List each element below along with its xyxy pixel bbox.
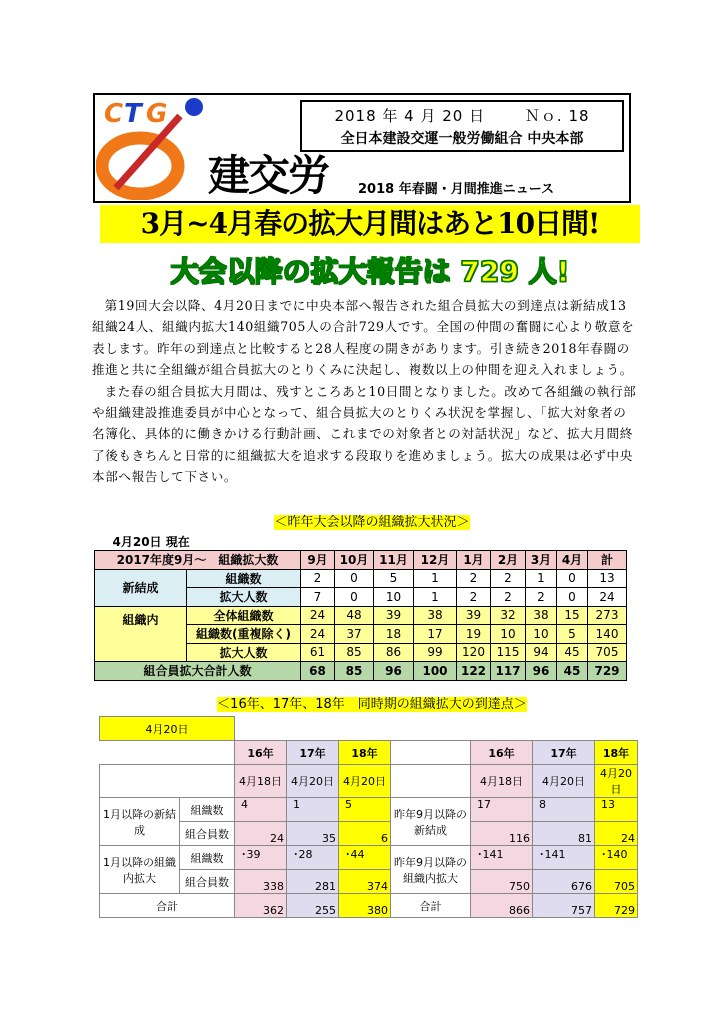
comparison-date: 4月20日	[100, 717, 235, 741]
table-cell: 37	[335, 625, 374, 644]
date-header: 4月18日	[235, 765, 287, 798]
total-cell: 729	[595, 894, 638, 918]
table-cell: 10	[526, 625, 557, 644]
paragraph-1: 第19回大会以降、4月20日までに中央本部へ報告された組合員拡大の到達点は新結成13組織24人、組織内拡大140組織705人の合計729人です。全国の仲間の奮闘に心より敬意を表します。昨年の到達点と比較すると28人程度の開きがあります。引き続き2018年春闘の推進と共に全組織が組合員拡大のとりくみに決起し、複数以上の仲間を迎え入れましょう。	[92, 298, 635, 378]
table-cell: ･141	[471, 846, 533, 870]
year-header: 18年	[339, 741, 391, 765]
table-cell: 61	[301, 643, 335, 662]
table-cell: 35	[287, 822, 339, 846]
table-cell: ･140	[595, 846, 638, 870]
table-cell: 18	[374, 625, 414, 644]
issue-number: Ｎｏ. 18	[524, 107, 590, 125]
table-cell: 2	[491, 569, 526, 588]
table-cell: 13	[588, 569, 627, 588]
table-cell: ･39	[235, 846, 287, 870]
organization-name: 全日本建設交運一般労働組合 中央本部	[340, 131, 584, 147]
row-label: 組織数	[187, 569, 301, 588]
table-cell: 1	[414, 588, 457, 607]
left-total-label: 合計	[100, 894, 235, 918]
year-header: 18年	[595, 741, 638, 765]
table-cell: 115	[491, 643, 526, 662]
table-cell: 7	[301, 588, 335, 607]
table1-caption: ＜昨年大会以降の組織拡大状況＞	[274, 515, 470, 530]
left-group-internal: 1月以降の組織内拡大	[100, 846, 180, 894]
table-cell: 705	[588, 643, 627, 662]
expansion-status-table	[94, 532, 627, 681]
year-header: 16年	[235, 741, 287, 765]
date-header: 4月20日	[287, 765, 339, 798]
article-body	[92, 295, 637, 488]
month-header: 4月	[557, 551, 588, 570]
year-header: 17年	[533, 741, 595, 765]
row-label: 組織数	[180, 798, 235, 822]
table-cell: 39	[374, 606, 414, 625]
year-header: 17年	[287, 741, 339, 765]
paragraph-2: また春の組合員拡大月間は、残すところあと10日間となりました。改めて各組織の執行部や組織建設推進委員が中心となって、組合員拡大のとりくみ状況を掌握し、「拡大対象者の名簿化、具体的に働きかける行動計画、これまでの対象者との対話状況」など、拡大月間終了後もきちんと日常的に組織拡大を追求する段取りを進めましょう。拡大の成果は必ず中央本部へ報告して下さい。	[92, 383, 637, 485]
svg-text:T: T	[124, 99, 142, 129]
group-new-formation: 新結成	[95, 569, 187, 606]
table-cell: 8	[533, 798, 595, 822]
date-header: 4月20日	[339, 765, 391, 798]
date-header: 4月20日	[595, 765, 638, 798]
table-cell: 374	[339, 870, 391, 894]
year-comparison-table	[99, 716, 638, 918]
table-cell: 17	[414, 625, 457, 644]
group-internal: 組織内	[95, 606, 187, 662]
table-cell: 94	[526, 643, 557, 662]
table-cell: 1	[526, 569, 557, 588]
table-cell: ･28	[287, 846, 339, 870]
total-cell: 96	[526, 662, 557, 681]
right-group-new: 昨年9月以降の新結成	[391, 798, 471, 846]
table-cell: 39	[457, 606, 491, 625]
table-cell: 45	[557, 643, 588, 662]
month-header: 3月	[526, 551, 557, 570]
right-total-label: 合計	[391, 894, 471, 918]
table-cell: 116	[471, 822, 533, 846]
table-cell: 17	[471, 798, 533, 822]
table-cell: 4	[235, 798, 287, 822]
table-cell: 38	[414, 606, 457, 625]
table-cell: 99	[414, 643, 457, 662]
table-cell: 38	[526, 606, 557, 625]
headline-sub: 大会以降の拡大報告は 729 人!	[170, 255, 570, 288]
table-cell: 86	[374, 643, 414, 662]
right-group-internal: 昨年9月以降の組織内拡大	[391, 846, 471, 894]
issue-date: 2018 年 4 月 20 日	[334, 107, 486, 125]
table2-caption: ＜16年、17年、18年 同時期の組織拡大の到達点＞	[217, 697, 527, 712]
table-cell: 338	[235, 870, 287, 894]
row-label: 組織数(重複除く)	[187, 625, 301, 644]
left-group-new: 1月以降の新結成	[100, 798, 180, 846]
headline-main: 3月~4月春の拡大月間はあと10日間!	[100, 205, 640, 243]
table-cell: 2	[457, 588, 491, 607]
table-cell: 81	[533, 822, 595, 846]
total-cell: 96	[374, 662, 414, 681]
table-cell: 5	[339, 798, 391, 822]
table-cell: 0	[557, 569, 588, 588]
row-label: 拡大人数	[187, 643, 301, 662]
ctg-logo-icon	[96, 96, 206, 200]
newsletter-subtitle: 2018 年春闘・月間推進ニュース	[358, 182, 555, 197]
table-cell: 1	[414, 569, 457, 588]
row-label: 全体組織数	[187, 606, 301, 625]
table-cell: 5	[374, 569, 414, 588]
total-cell: 68	[301, 662, 335, 681]
table-cell: 48	[335, 606, 374, 625]
table-cell: 2	[526, 588, 557, 607]
table-cell: 120	[457, 643, 491, 662]
date-header: 4月20日	[533, 765, 595, 798]
table-cell: 24	[301, 625, 335, 644]
table-cell: 24	[588, 588, 627, 607]
total-cell: 380	[339, 894, 391, 918]
total-cell: 122	[457, 662, 491, 681]
total-cell: 45	[557, 662, 588, 681]
table-cell: 6	[339, 822, 391, 846]
issue-info-box	[300, 100, 624, 152]
month-header: 計	[588, 551, 627, 570]
table-cell: 273	[588, 606, 627, 625]
table-cell: 15	[557, 606, 588, 625]
table-cell: 10	[374, 588, 414, 607]
svg-text:C: C	[104, 99, 124, 129]
table-cell: 2	[491, 588, 526, 607]
row-label: 拡大人数	[187, 588, 301, 607]
table-cell: 140	[588, 625, 627, 644]
table-cell: 2	[301, 569, 335, 588]
row-label: 組合員数	[180, 822, 235, 846]
table-cell: 2	[457, 569, 491, 588]
total-label: 組合員拡大合計人数	[95, 662, 301, 681]
month-header: 11月	[374, 551, 414, 570]
table-cell: 24	[595, 822, 638, 846]
table-cell: 32	[491, 606, 526, 625]
table-cell: ･141	[533, 846, 595, 870]
date-header: 4月18日	[471, 765, 533, 798]
table-cell: 705	[595, 870, 638, 894]
total-cell: 85	[335, 662, 374, 681]
table-cell: 19	[457, 625, 491, 644]
brand-title: 建交労	[208, 151, 329, 200]
month-header: 12月	[414, 551, 457, 570]
month-header: 10月	[335, 551, 374, 570]
table-cell: 0	[557, 588, 588, 607]
month-header: 1月	[457, 551, 491, 570]
total-cell: 255	[287, 894, 339, 918]
table-cell: ･44	[339, 846, 391, 870]
year-header: 16年	[471, 741, 533, 765]
table-cell: 24	[235, 822, 287, 846]
table-cell: 0	[335, 569, 374, 588]
total-cell: 117	[491, 662, 526, 681]
table-cell: 5	[557, 625, 588, 644]
table-cell: 13	[595, 798, 638, 822]
svg-text:G: G	[146, 99, 168, 129]
month-header: 2月	[491, 551, 526, 570]
row-label: 組合員数	[180, 870, 235, 894]
table-cell: 85	[335, 643, 374, 662]
table-cell: 750	[471, 870, 533, 894]
as-of-date: 4月20日 現在	[112, 534, 190, 549]
month-header: 9月	[301, 551, 335, 570]
total-cell: 757	[533, 894, 595, 918]
table-cell: 10	[491, 625, 526, 644]
table-cell: 24	[301, 606, 335, 625]
total-cell: 866	[471, 894, 533, 918]
table-cell: 281	[287, 870, 339, 894]
table-cell: 1	[287, 798, 339, 822]
table-cell: 676	[533, 870, 595, 894]
table1-header-label: 2017年度9月～ 組織拡大数	[95, 551, 301, 570]
row-label: 組織数	[180, 846, 235, 870]
total-cell: 100	[414, 662, 457, 681]
total-cell: 729	[588, 662, 627, 681]
total-cell: 362	[235, 894, 287, 918]
table-cell: 0	[335, 588, 374, 607]
